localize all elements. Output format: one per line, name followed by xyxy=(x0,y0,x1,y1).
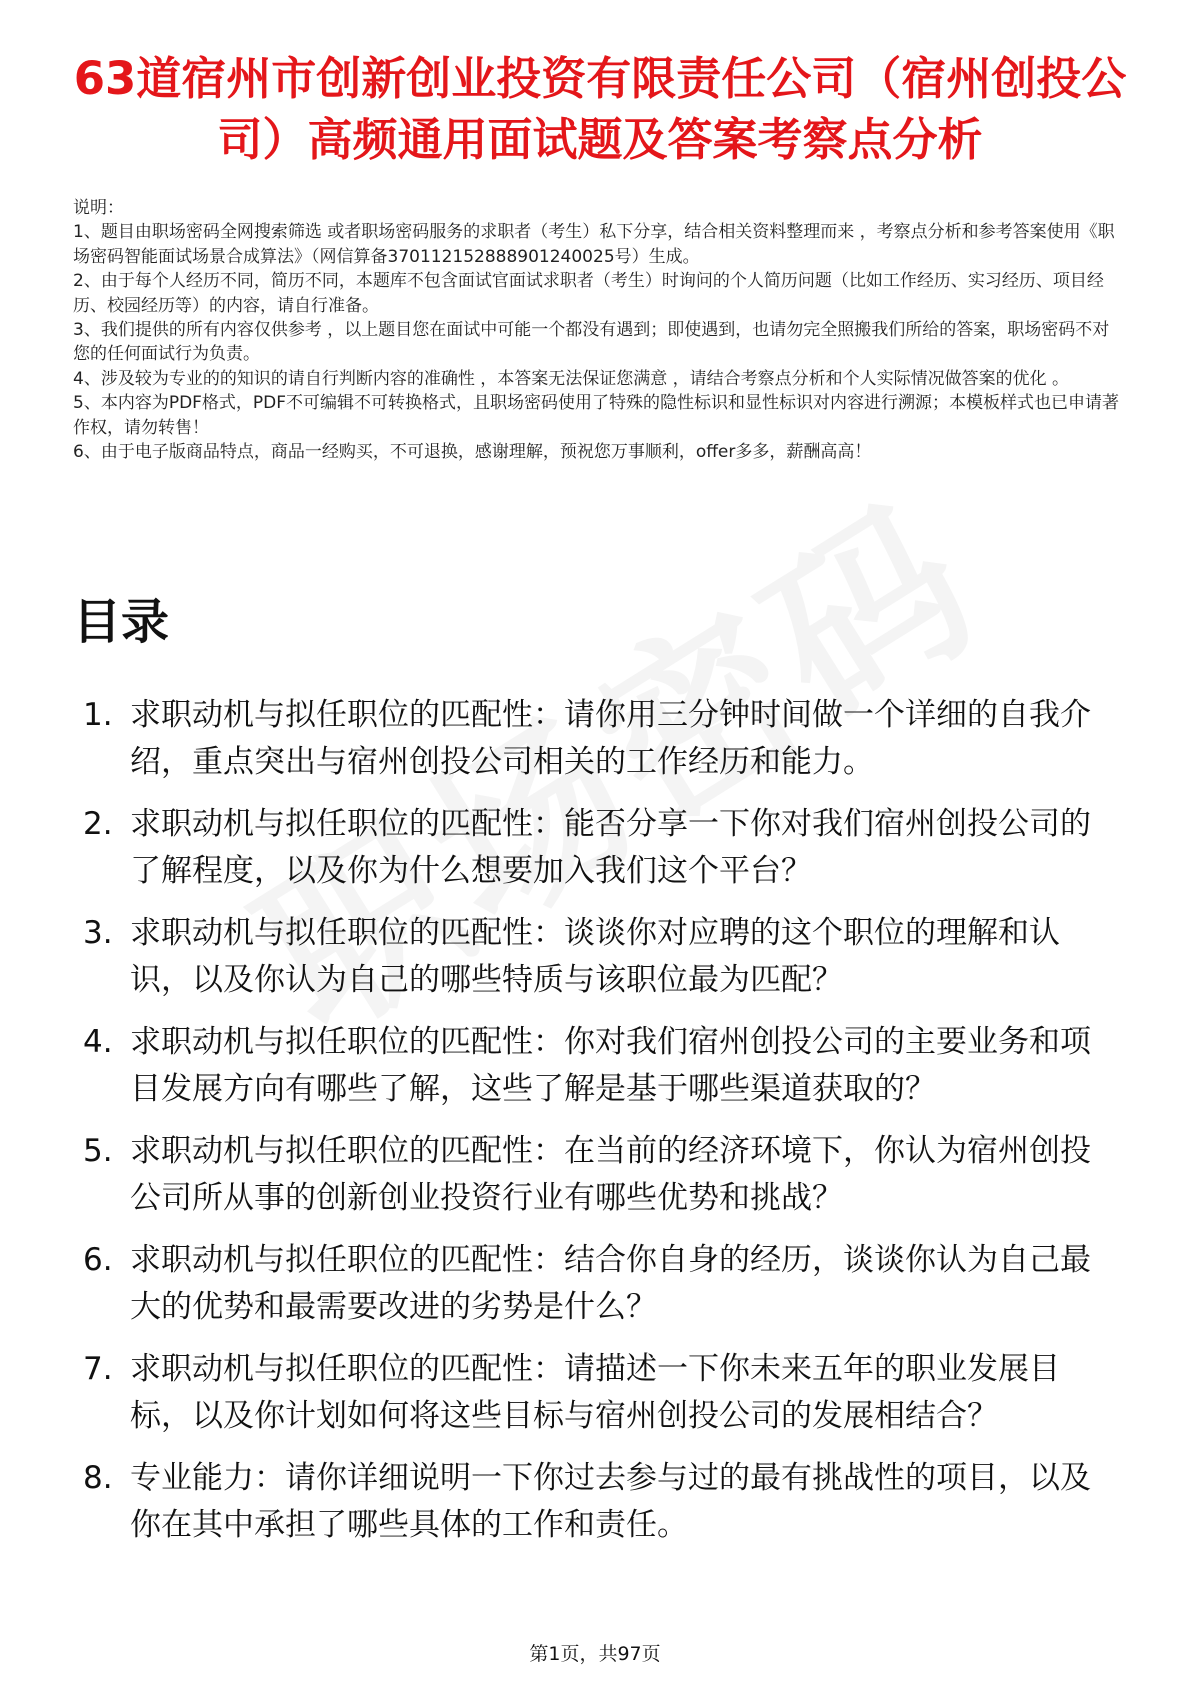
toc-item[interactable] xyxy=(73,910,1113,1003)
toc-item-number: 3. xyxy=(83,915,113,951)
toc-item[interactable] xyxy=(73,1237,1113,1330)
toc-item[interactable] xyxy=(73,801,1113,894)
document-title: 63道宿州市创新创业投资有限责任公司（宿州创投公司）高频通用面试题及答案考察点分析 xyxy=(73,52,1127,166)
note-item: 1、题目由职场密码全网搜索筛选 或者职场密码服务的求职者（考生）私下分享，结合相关资料整理而来 ，考察点分析和参考答案使用《职场密码智能面试场景合成算法》（网信算备370112152888901240025号）生成。 xyxy=(73,222,1115,267)
note-item: 3、我们提供的所有内容仅供参考 ，以上题目您在面试中可能一个都没有遇到；即使遇到，也请勿完全照搬我们所给的答案，职场密码不对您的任何面试行为负责。 xyxy=(73,320,1110,365)
toc-item[interactable] xyxy=(73,1346,1113,1439)
toc-item-text: 求职动机与拟任职位的匹配性：结合你自身的经历，谈谈你认为自己最大的优势和最需要改进的劣势是什么？ xyxy=(130,1242,1091,1325)
toc-item-number: 4. xyxy=(83,1024,113,1060)
toc-item-text: 求职动机与拟任职位的匹配性：你对我们宿州创投公司的主要业务和项目发展方向有哪些了解，这些了解是基于哪些渠道获取的？ xyxy=(130,1024,1091,1107)
toc-item-number: 7. xyxy=(83,1351,113,1387)
page-footer: 第1页，共97页 xyxy=(529,1643,661,1665)
toc-item-number: 6. xyxy=(83,1242,113,1278)
toc-item[interactable] xyxy=(73,1128,1113,1221)
toc-list xyxy=(73,692,1113,1564)
notes-section xyxy=(73,196,1125,464)
toc-item-number: 5. xyxy=(83,1133,113,1169)
toc-item-number: 2. xyxy=(83,806,113,842)
toc-item[interactable] xyxy=(73,1019,1113,1112)
note-item: 6、由于电子版商品特点，商品一经购买，不可退换，感谢理解，预祝您万事顺利，offer多多，薪酬高高！ xyxy=(73,442,872,463)
toc-item-text: 求职动机与拟任职位的匹配性：在当前的经济环境下，你认为宿州创投公司所从事的创新创业投资行业有哪些优势和挑战？ xyxy=(130,1133,1091,1216)
note-item: 4、涉及较为专业的的知识的请自行判断内容的准确性 ，本答案无法保证您满意 ，请结合考察点分析和个人实际情况做答案的优化 。 xyxy=(73,368,1070,389)
note-item: 2、由于每个人经历不同，简历不同，本题库不包含面试官面试求职者（考生）时询问的个人简历问题（比如工作经历、实习经历、项目经历、校园经历等）的内容，请自行准备。 xyxy=(73,271,1104,316)
toc-item[interactable] xyxy=(73,1455,1113,1548)
toc-item-text: 专业能力：请你详细说明一下你过去参与过的最有挑战性的项目，以及你在其中承担了哪些具体的工作和责任。 xyxy=(130,1460,1091,1543)
toc-item-number: 8. xyxy=(83,1460,113,1496)
note-item: 5、本内容为PDF格式，PDF不可编辑不可转换格式，且职场密码使用了特殊的隐性标识和显性标识对内容进行溯源；本模板样式也已申请著作权，请勿转售！ xyxy=(73,393,1120,438)
toc-item[interactable] xyxy=(73,692,1113,785)
toc-item-text: 求职动机与拟任职位的匹配性：请描述一下你未来五年的职业发展目标，以及你计划如何将这些目标与宿州创投公司的发展相结合？ xyxy=(130,1351,1060,1434)
toc-item-number: 1. xyxy=(83,697,113,733)
toc-item-text: 求职动机与拟任职位的匹配性：谈谈你对应聘的这个职位的理解和认识，以及你认为自己的哪些特质与该职位最为匹配？ xyxy=(130,915,1060,998)
notes-heading: 说明： xyxy=(73,198,124,218)
toc-item-text: 求职动机与拟任职位的匹配性：请你用三分钟时间做一个详细的自我介绍，重点突出与宿州创投公司相关的工作经历和能力。 xyxy=(130,697,1091,780)
toc-item-text: 求职动机与拟任职位的匹配性：能否分享一下你对我们宿州创投公司的了解程度，以及你为什么想要加入我们这个平台？ xyxy=(130,806,1091,889)
toc-heading: 目录 xyxy=(73,594,170,650)
